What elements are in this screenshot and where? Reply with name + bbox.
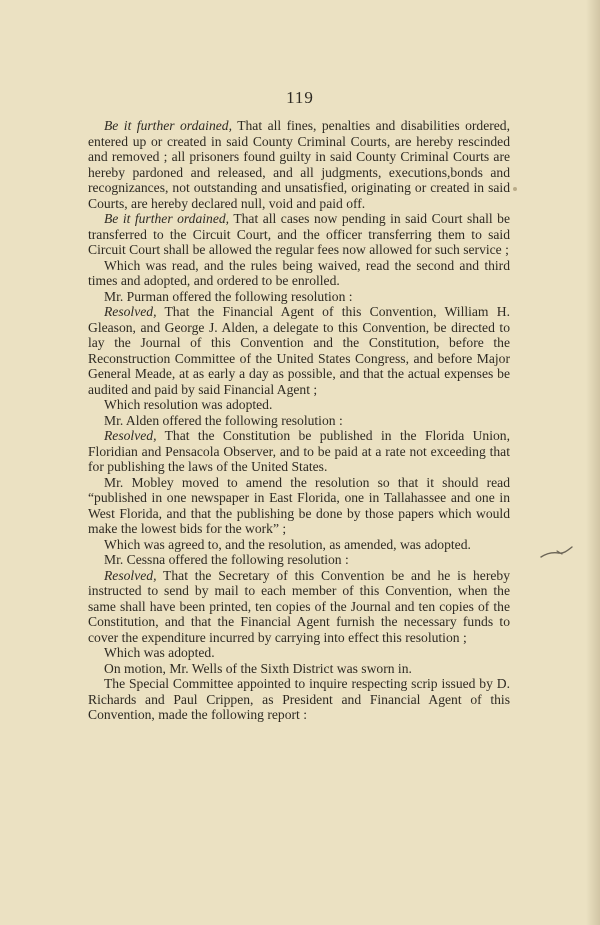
paragraph-4 [88,289,510,305]
paragraph-body: Mr. Mobley moved to amend the resolution so that it should read “published in one newspaper in East Florida, one in Tallahassee and one in West Florida, and that the publishing be done by those papers which would make the lowest bids for the work” ; [88,474,510,536]
paragraph-13 [88,645,510,661]
paragraph-body: Mr. Cessna offered the following resolution : [104,552,349,567]
paragraph-12 [88,568,510,646]
page-edge-shadow [586,0,600,925]
paragraph-1 [88,118,510,211]
paragraph-body: That the Constitution be published in the Florida Union, Floridian and Pensacola Observer, and to be paid at a rate not exceeding that for publishing the laws of the United States. [88,428,510,474]
paragraph-2 [88,211,510,258]
paragraph-lead: Be it further ordained, [104,118,232,133]
paragraph-11 [88,552,510,568]
paragraph-body: Mr. Purman offered the following resolution : [104,288,353,304]
paragraph-15 [88,676,510,723]
pencil-check-mark [539,541,575,563]
paragraph-3 [88,258,510,289]
paragraph-body: On motion, Mr. Wells of the Sixth District was sworn in. [104,660,412,676]
paragraph-body: Mr. Alden offered the following resolution : [104,412,343,428]
paragraph-body: That the Secretary of this Convention be and he is hereby instructed to send by mail to each member of this Convention, when the same shall have been printed, ten copies of the Journal and ten copies of the Constitution, and that the Financial Agent furnish the necessary funds to cover the expenditure incurred by carrying into effect this resolution ; [88,567,510,645]
ink-speck [513,187,517,191]
paragraph-9 [88,475,510,537]
paragraph-body: Which was agreed to, and the resolution, as amended, was adopted. [104,536,471,552]
paragraph-body: The Special Committee appointed to inquire respecting scrip issued by D. Richards and Paul Crippen, as President and Financial Agent of this Convention, made the following report : [88,676,510,722]
paragraph-7 [88,413,510,429]
paragraph-8 [88,428,510,475]
paragraph-lead: Resolved, [104,567,157,583]
paragraph-14 [88,661,510,677]
paragraph-body: That all fines, penalties and disabilities ordered, entered up or created in said County Criminal Courts, are hereby rescinded and removed ; all prisoners found guilty in said County Criminal Courts are hereby pardoned and released, and all judgments, executions,bonds and recognizances, not outstanding and unsatisfied, originating or created in said Courts, are hereby declared null, void and paid off. [88,118,511,211]
paragraph-body: Which was adopted. [104,645,215,660]
page-number: 119 [286,88,314,107]
paragraph-lead: Be it further ordained, [104,211,230,226]
paragraph-body: Which resolution was adopted. [104,397,273,412]
paragraph-10 [88,537,510,553]
paragraph-5 [88,304,510,397]
paragraph-6 [88,397,510,413]
body-text [88,118,510,723]
paragraph-lead: Resolved, [104,304,157,319]
paragraph-body: Which was read, and the rules being waived, read the second and third times and adopted, and ordered to be enrolled. [88,257,510,288]
paragraph-body: That all cases now pending in said Court shall be transferred to the Circuit Court, and the officer transferring them to said Circuit Court shall be allowed the regular fees now allowed for such service ; [88,211,510,257]
paragraph-body: That the Financial Agent of this Convention, William H. Gleason, and George J. Alden, a delegate to this Convention, be directed to lay the Journal of this Convention and the Constitution, before the Reconstruction Committee of the United States Congress, and before Major General Meade, at as early a day as possible, and that the actual expenses be audited and paid by said Financial Agent ; [88,304,510,397]
paragraph-lead: Resolved, [104,428,157,443]
